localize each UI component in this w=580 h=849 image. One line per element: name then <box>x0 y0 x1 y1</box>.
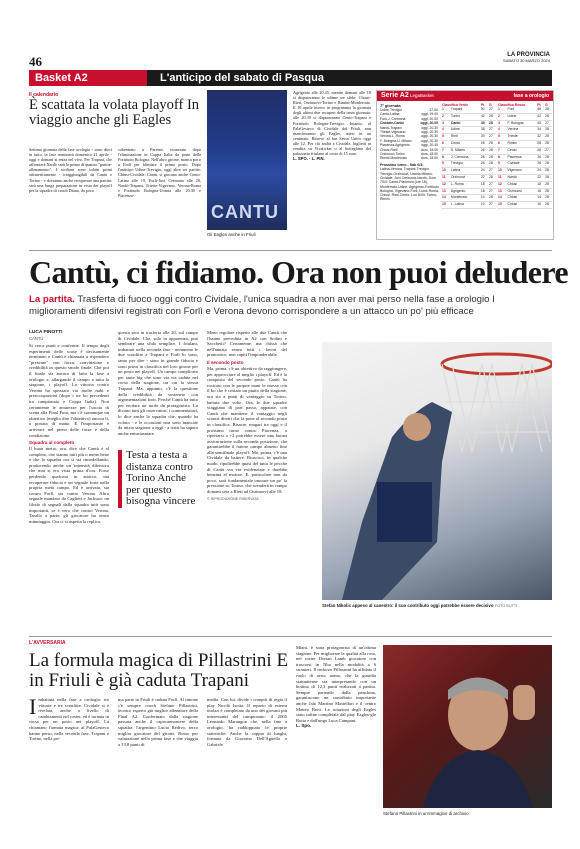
top-col-2: subentrato a Parente, esonerato dopo l'eliminazione in Coppa Italia da parte della Fortitudo Bologna. Nell'altro girone, manca poco a Forlì per blindare il primo posto. Dopo l'anticipo Udine-Trevigio, oggi altre sei partite: Chiusi-Cividale, Cantù, si giocano anche Cento-Latina alle 19, Forlì-Juvi Cremona alle 20, Nardò-Trapani, Trieste-Vigevano, Verona-Roma e Fortitudo Bologna-Urania alle 20.30 e Piacenza- <box>118 147 201 198</box>
standings-right-pt: Pt <box>537 103 541 107</box>
top-col-1: Settima giornata della fase orologio - sono dieci in tutto, la fase terminerà domenica 21 aprile - oggi e domani si entra nel vivo. Per Trapani, che affronterà Nardò sarà la prima di quattro "partite-allenamento". I siciliani sono infatti primi aritmeticamente - irraggiungibili da Cantù e Torino - e dovranno anche recuperare una partita: sarà una lunga preparazione in vista dei playoff per la squadra di coach Diana, da poco <box>29 147 112 193</box>
standing-team: Trevigio <box>450 161 480 168</box>
standing-team: Cento <box>450 140 480 147</box>
standings-row <box>497 127 552 134</box>
section-label: Basket A2 <box>29 70 147 86</box>
bottom-col-2: ma parte in Friuli è caduta Forlì. Al timone c'è sempre coach Stefano Pillastrini, tecnico esperto già miglior allenatore della Final A2. Confermato dalla stagione passata anche il capocannoniere della squadra: l'argentino Lucio Redivo, terzo miglior giocatore del girone. Rosso per valutazione nella prima fase e che viaggia a 13,8 punti di <box>118 697 198 747</box>
standing-pos: 5 <box>441 134 450 141</box>
standing-games: 27 <box>488 127 496 134</box>
standing-games: 28 <box>488 174 496 181</box>
standings-row <box>441 127 496 134</box>
giornata-label: 7ª giornata <box>380 103 401 108</box>
standing-points: 26 <box>536 161 544 168</box>
result-match: Cento-Latina <box>380 112 400 117</box>
standing-pos: 1 <box>497 107 507 113</box>
result-time: dom, 18.00 <box>421 152 438 157</box>
standing-pos: 8 <box>497 154 507 161</box>
standing-games: 28 <box>488 195 496 202</box>
standing-games: 28 <box>488 140 496 147</box>
standing-points: 28 <box>536 140 544 147</box>
standing-team: Nardò <box>507 174 537 181</box>
result-time: oggi, 19.00 <box>421 112 438 117</box>
standing-team: Latina <box>450 168 480 175</box>
standing-points: 14 <box>536 195 544 202</box>
standings-left-pt: Pt <box>480 103 485 107</box>
bottom-col-3: media. Con lui, divide i compiti di regia il play Nicolò Isotta. Il reparto di esterni titolari è completato da uno dei giovani più interessanti del campionato: il 2005 Leonardo Marangon che, nella fase a orologio, ha raddoppiato le proprie statistiche. Anche la coppia di lunghi, formata da Giacomo Dell'Agnello e Gabriele <box>207 697 287 747</box>
bottom-col-1-text: mbattuta nella fase a orologio: tre vittorie e tre sconfitte. Cividale si è rivelata, anche a livello di cambiamenti nel roster, ed è tornata in corsa per un posto nei playoff. La chiamano l'armata magica: al PalaGesteco hanno perso, nella seconda fase, Trapani e Torino, nella pri- <box>29 697 109 742</box>
standing-pos: 14 <box>497 195 507 202</box>
standings-row <box>497 113 552 120</box>
main-pullquote: Testa a testa a distanza contro Torino Anche per questo bisogna vincere <box>118 450 198 508</box>
result-time: dom, 18.00 <box>421 156 438 161</box>
standings-row <box>441 174 496 181</box>
standings-right <box>497 103 552 209</box>
standing-points: 26 <box>480 154 488 161</box>
result-match: Piacenza-Agrigento <box>380 143 410 148</box>
main-body-b: Il buon metro, ora, dice che Cantù è al completo, che stanno tutti più o meno bene e che la squadra ora si sta rimodellando, producendo anche un 'intensità difensiva che mai si era vista prima d'ora. Forse perdendo qualcosa in attacco, ma recuperare fiducia e un segnale forte nella propria metà campo. Ed è arrivata, sia contro Forlì, sia contro Verona. Altro segnale mandato da Caglieri e Jackson: un filotto di segnali dalla squadra tutti sono importanti, se è vero che contro Verona, Tarallo a parte, gli giocatore ha avuto minutaggio. Ora ci si aspetta la replica, <box>29 446 109 524</box>
standing-games: 27 <box>488 181 496 188</box>
standing-games: 27 <box>544 120 552 127</box>
main-subhead-b: Il secondo posto <box>207 359 244 365</box>
top-headline: È scattata la volata playoff In viaggio anche gli Eagles <box>29 97 200 128</box>
standing-team: Orzinuovi <box>507 188 537 195</box>
standing-games: 28 <box>544 188 552 195</box>
divider-bottom <box>29 636 552 637</box>
standing-team: Piacenza <box>507 154 537 161</box>
standing-games: 28 <box>488 154 496 161</box>
standing-points: 34 <box>536 127 544 134</box>
main-signature: © RIPRODUZIONE RISERVATA <box>207 496 259 501</box>
standing-pos: 3 <box>441 120 450 127</box>
standings-left-g: G <box>488 103 492 107</box>
standing-points: 42 <box>480 113 488 120</box>
standing-games: 28 <box>544 161 552 168</box>
standings-left-header: Classifica Verde <box>442 103 469 107</box>
results-table <box>379 108 439 161</box>
top-col-3: Agrigento alle 20.45, mentre domani alle 18 si disputeranno le ultime tre sfide: Chiusi-Rieti, Orzinuovi-Torino e Rimini-Monferrato. Il 10 aprile invece in programma la giornata degli ultimi due recuperi della terza giornata: alle 20.30 si disputeranno Cento-Trapani e Fortitudo Bologna-Trevigio. Intanto, al PalaGesteco di Cividale del Friuli, non mancheranno gli Eagles, attesi in un centinaio. Ritrovo al bar Sesso Unico oggi alle 12. Per chi andrà a Cividale, biglietti in vendita su Vivaticket o al botteghino del palazzetto friulano al costo di 15 euro. <box>293 90 371 157</box>
standing-pos: 5 <box>497 134 507 141</box>
standing-team: Monferrato <box>450 195 480 202</box>
standing-pos: 14 <box>441 195 450 202</box>
next-round-label: Prossimo turno - Sab 6/4: <box>380 163 424 167</box>
bottom-col-1: Imbattuta nella fase a orologio: tre vittorie e tre sconfitte. Cividale si è rivelata, anche a livello di cambiamenti nel roster, ed è tornata in corsa per un posto nei playoff. La chiamano l'armata magica: al PalaGesteco hanno perso, nella seconda fase, Trapani e Torino, nella pri- <box>29 694 109 742</box>
issue-date: SABATO 30 MARZO 2024 <box>503 58 550 63</box>
photo-banner-text: CANTU <box>211 202 279 222</box>
result-time: oggi, 20.30 <box>421 125 438 130</box>
standings-row <box>497 195 552 202</box>
standings-row <box>441 120 496 127</box>
standing-points: 18 <box>480 181 488 188</box>
serie-box-right-title: fase a orologio <box>513 93 549 99</box>
main-lead <box>29 294 552 317</box>
basket-net-illustration <box>322 342 552 600</box>
standing-games: 28 <box>488 113 496 120</box>
standings-row <box>441 134 496 141</box>
standings-row <box>497 134 552 141</box>
standing-team: Torino <box>450 113 480 120</box>
result-time: oggi, 20.30 <box>421 138 438 143</box>
standing-team: Rieti <box>450 134 480 141</box>
eagles-photo <box>207 90 287 230</box>
standings-row <box>497 147 552 154</box>
bottom-col-4: Miani, è stata protagonista di un'ottima stagione. Per migliorare la qualità alla rosa, nel roster Dorian Lamb giocatore con trascorsi in Nba nella modalità a 6 stranieri. Il rinforzo Pillastrini ha affidato il ruolo di sesto uomo, che la guardia statunitense sta interpretando con un bottino di 12,3 punti realizzati a partita. Sempre partendo dalla panchina, garantiscono un contributo importante anche Jalo Martino Mastellari e il centro Matteo Berti. Le rotazioni degli Eagles sono infine completate dal play Eagles-gle Rotta e dall'ungo Luca Campani. <box>296 645 376 723</box>
standing-games: 27 <box>488 202 496 209</box>
result-time: dom, 18.00 <box>421 147 438 152</box>
standings-row <box>441 140 496 147</box>
eagles-photo-caption: Gli Eagles anche in Friuli <box>207 232 256 237</box>
standing-points: 22 <box>480 174 488 181</box>
standing-games: 28 <box>544 181 552 188</box>
standings-row <box>497 161 552 168</box>
standing-points: 16 <box>536 188 544 195</box>
pillastrini-caption: Stefano Pillastrini in un'immagine di archivio <box>383 811 469 816</box>
serie-a2-box <box>376 90 554 240</box>
standing-points: 30 <box>480 134 488 141</box>
standing-games: 27 <box>488 107 496 113</box>
standing-points: 38 <box>480 127 488 134</box>
standing-team: Vigevano <box>507 168 537 175</box>
standing-pos: 9 <box>497 161 507 168</box>
standings-right-header: Classifica Rossa <box>498 103 525 107</box>
standing-points: 24 <box>536 168 544 175</box>
standing-points: 10 <box>480 202 488 209</box>
standing-pos: 4 <box>497 127 507 134</box>
main-body-a: Si cerca punti e conferme. Il tempo degli esperimenti delle scuse è decisamente terminato e Cantù è chiamata a rispondere "presente" con forza, convinzione e credibilità in questo snodo finale. Che poi il finale sia ancora di fatto la fase a orologio e, allargando il campo a tutta la stagione, i playoff. La vittoria contro Verona ha spezzato via molte nubi e preoccupazioni (dopo i tre ko precedenti tra campionato e Coppa Italia). Non certamente le amarezze per l'uscita di scena alla Final Four, ma c'è comunque un obiettivo (meglio dire l'obiettivo) ancora lì, a portata di mano. E l'importante è arrivarci nel pieno delle forze e della condizione. <box>29 343 109 438</box>
standing-pos: 7 <box>441 147 450 154</box>
standing-games: 28 <box>488 147 496 154</box>
standing-games: 28 <box>544 174 552 181</box>
standing-points: 14 <box>480 195 488 202</box>
result-match: Nardò-Trapani <box>380 125 402 130</box>
standing-pos: 12 <box>497 181 507 188</box>
main-body-c: questa sera in trasferta alle 20, sul campo di Cividale. Che, solo in apparenza, può sembrare una sfida semplice. I friulani, imbattuti nella seconda fase - nemmeno le due sconfitte a Trapani e Forlì lo sono, tanto per dire - sono in grande fiducia e sono primi in classifica nel loro girone per un posto nei playoff. Un campo complicato per tante big che sono via via cadute nel corso della stagione, tra cui la stessa Trapani. Ma, appunto, c'è la questione della credibilità da sostenere con argomentazioni forti. Perché Cantù ha tutto per recitare un ruolo da protagonista. Lo dicono tutti gli osservatori, i commentatori, lo dice anche la squadra che, quando ha voluto - e le occasioni non sono mancate da inizio stagione a oggi - a tratti ha saputo anche entusiasmare. <box>118 330 198 436</box>
result-row <box>379 143 439 147</box>
standings-row <box>497 174 552 181</box>
standing-pos: 13 <box>497 188 507 195</box>
standings-row <box>441 161 496 168</box>
standing-points: 46 <box>536 107 544 113</box>
top-col-3-signature: L. SPO. - L. PIN. <box>293 156 325 162</box>
page-number: 46 <box>29 54 42 69</box>
nikolic-photo-credit: FOTO BUTTI <box>494 604 518 608</box>
standing-games: 28 <box>488 161 496 168</box>
standing-pos: 2 <box>497 113 507 120</box>
standing-team: Chiusi <box>507 195 537 202</box>
standing-points: 26 <box>536 154 544 161</box>
standings-row <box>441 202 496 209</box>
top-kicker: Il calendario <box>29 92 59 98</box>
result-row <box>379 156 439 160</box>
standing-games: 28 <box>544 134 552 141</box>
nikolic-photo <box>322 342 552 600</box>
result-time: oggi, 20.30 <box>421 130 438 135</box>
result-time: oggi, 20.30 <box>421 134 438 139</box>
next-round-text: Latina-Verona, Trapani-Trevigio, Trevigio-Orzinuovi, Urania Milano-Cividale, Juvi Cremona-Nardò; Dom 7/04: Cantù-Piacenza (ore 18), Monferrato-Udine, Agrigento-Fortitudo Bologna, Vigevano-Forlì, Luiss Roma-Chiusi, Rieti-Cento; Lun 8/04: Torino-Rimini <box>380 167 440 202</box>
standing-team: Rimini <box>507 140 537 147</box>
result-match: Udine-Trevigio <box>380 108 402 112</box>
standing-games: 28 <box>544 195 552 202</box>
standings-right-g: G <box>545 103 548 107</box>
standing-games: 27 <box>488 168 496 175</box>
bottom-kicker: L'AVVERSARIA <box>29 640 66 646</box>
bottom-col-4-signature: L. Spo. <box>296 723 312 729</box>
standing-team: Cividale <box>507 161 537 168</box>
standing-pos: 15 <box>497 202 507 209</box>
standing-points: 22 <box>536 174 544 181</box>
standing-team: Trapani <box>450 107 480 113</box>
nikolic-caption-text: Stefan Nikolic appeso al canestro: il suo contributo oggi potrebbe essere decisivo <box>322 603 494 608</box>
main-headline: Cantù, ci fidiamo. Ora non puoi deludere <box>29 254 569 290</box>
standing-points: 26 <box>480 140 488 147</box>
standing-pos: 10 <box>441 168 450 175</box>
main-place: CANTÙ <box>29 336 44 341</box>
standing-games: 28 <box>544 107 552 113</box>
standings-row <box>441 168 496 175</box>
standing-team: J. Cremona <box>450 154 480 161</box>
standing-team: Udine <box>450 127 480 134</box>
standing-pos: 2 <box>441 113 450 120</box>
standing-games: 28 <box>544 168 552 175</box>
standing-pos: 15 <box>441 202 450 209</box>
standing-games: 27 <box>488 134 496 141</box>
standing-team: Agrigento <box>450 188 480 195</box>
standing-team: Trieste <box>507 134 537 141</box>
standing-pos: 13 <box>441 188 450 195</box>
standing-points: 18 <box>536 181 544 188</box>
nikolic-caption <box>322 603 552 608</box>
divider-top <box>29 250 552 251</box>
standings-row <box>497 188 552 195</box>
result-match: F. Bologna-U. Milano <box>380 138 412 143</box>
serie-box-subtitle: LegaBasket <box>410 93 434 98</box>
standing-pos: 3 <box>497 120 507 127</box>
standings-row <box>497 181 552 188</box>
standing-games: 28 <box>544 127 552 134</box>
standings-left <box>441 103 496 209</box>
standing-points: 26 <box>480 161 488 168</box>
standing-team: S. Milano <box>450 147 480 154</box>
serie-box-title: Serie A2 <box>381 92 409 99</box>
standing-games: 28 <box>544 140 552 147</box>
standings-row <box>497 140 552 147</box>
standing-points: 42 <box>536 113 544 120</box>
main-body-d: Meno regolare rispetto alle due Cantù che l'hanno preceduta in A2 con Sodini e Sacchetti? Certamente, ma chissà che nell'annata senza tutti i favori del pronostico, non capiti l'imponderabile. <box>207 330 287 358</box>
standing-team: F. Bologna <box>507 120 537 127</box>
result-match: Trieste-Vigevano <box>380 130 406 135</box>
standing-pos: 9 <box>441 161 450 168</box>
standings-row <box>441 147 496 154</box>
main-body-e: Ma, prima, c'è un obiettivo da raggiungere, per approcciare al meglio i playoff. Ed è la conquista del secondo posto. Cantù ha rosicato con le proprie mani le mosse con il ko che è costato un punto della stagione, ora sta a punti di vantaggio su Torino, battuta due volte. Ora, le due squadre viaggiano di pari passo, appaiate, con Cantù che mantiene il vantaggio negli scontri diretti che la pone al secondo posto in classifica. Bisacre, magari tra oggi e il prossimo turno contro Piacenza, a riportarsi a +2 potrebbe essere una buona assicurazione sulla seconda posizione, che garantirebbe il fattore campo almeno fino alla semifinale playoff. Ma, prima, c'è una Cividale da battere. Riuscirci, in qualche modo, ripulirebbe quasi del tutto le pecche di Cantù via via evidenziate e darebbe benzina al motore. E, particolare non da poco, sarà fondamentale onorare un po' la pressione su Torino, che scenderà in campo domani sera a Rieti ad Orzinuovi alle 18. <box>207 365 287 495</box>
standing-points: 10 <box>536 202 544 209</box>
standing-team: Forlì <box>507 107 537 113</box>
standing-games: 28 <box>488 120 496 127</box>
standing-pos: 10 <box>497 168 507 175</box>
result-time: oggi, 20.00 <box>420 121 438 126</box>
standing-points: 32 <box>536 134 544 141</box>
standing-points: 50 <box>480 107 488 113</box>
standings-row <box>497 202 552 209</box>
standing-team: L. Roma <box>450 181 480 188</box>
standings-row <box>441 113 496 120</box>
result-match: Rimini-Monferrato <box>380 156 407 161</box>
standing-pos: 4 <box>441 127 450 134</box>
subsection-label: L'anticipo del sabato di Pasqua <box>160 72 324 84</box>
result-match: Chiusi-Rieti <box>380 147 398 152</box>
standing-points: 18 <box>480 188 488 195</box>
standing-pos: 11 <box>497 174 507 181</box>
standing-points: 26 <box>480 147 488 154</box>
standing-points: 40 <box>536 120 544 127</box>
standings-row <box>497 154 552 161</box>
main-author: LUCA PINOTTI <box>29 330 63 335</box>
standings-row <box>497 168 552 175</box>
main-subhead-a: Squadra al completo <box>29 440 75 446</box>
coach-illustration <box>383 645 552 808</box>
result-match: Forlì-J. Cremona <box>380 116 406 121</box>
standing-games: 28 <box>544 113 552 120</box>
standing-pos: 8 <box>441 154 450 161</box>
standing-games: 27 <box>488 188 496 195</box>
pillastrini-photo <box>383 645 552 808</box>
standing-team: Orzinuovi <box>450 174 480 181</box>
standing-games: 28 <box>544 202 552 209</box>
standings-row <box>497 120 552 127</box>
result-match: Verona-L. Roma <box>380 134 405 139</box>
standings-row <box>441 154 496 161</box>
standing-pos: 1 <box>441 107 450 113</box>
standing-pos: 6 <box>441 140 450 147</box>
standings-row <box>441 188 496 195</box>
standing-team: Udine <box>507 113 537 120</box>
bottom-headline: La formula magica di Pillastrini E in Friuli è già caduta Trapani <box>29 650 289 691</box>
main-lead-text: Trasferta di fuoco oggi contro Cividale, l'unica squadra a non aver mai perso nella fase a orologio I miglioramenti difensivi registrati con Forlì e Verona devono corrispondere a un attacco un po' più efficace <box>29 294 495 317</box>
standing-games: 27 <box>544 147 552 154</box>
standings-row <box>441 181 496 188</box>
standing-team: Chiusi <box>507 202 537 209</box>
standing-points: 26 <box>536 147 544 154</box>
standing-pos: 7 <box>497 147 507 154</box>
masthead <box>503 52 550 63</box>
result-time: oggi, 20.45 <box>421 143 438 148</box>
result-match: Orzinuovi-Torino <box>380 152 405 157</box>
standing-team: Cantù <box>450 120 480 127</box>
newspaper-name: LA PROVINCIA <box>507 52 550 58</box>
standing-games: 28 <box>544 154 552 161</box>
standing-team: Chiusi <box>507 181 537 188</box>
standing-team: Cento <box>507 147 537 154</box>
result-match: Cividale-Cantù <box>380 121 404 126</box>
standing-team: Verona <box>507 127 537 134</box>
standing-points: 24 <box>480 168 488 175</box>
standing-pos: 6 <box>497 140 507 147</box>
standing-pos: 11 <box>441 174 450 181</box>
standing-pos: 12 <box>441 181 450 188</box>
result-time: oggi, 20.00 <box>421 116 438 121</box>
standing-team: L. Latina <box>450 202 480 209</box>
main-lead-label: La partita. <box>29 294 75 305</box>
standing-points: 40 <box>480 120 488 127</box>
result-time: 17-00 <box>429 108 438 112</box>
standings-row <box>441 195 496 202</box>
